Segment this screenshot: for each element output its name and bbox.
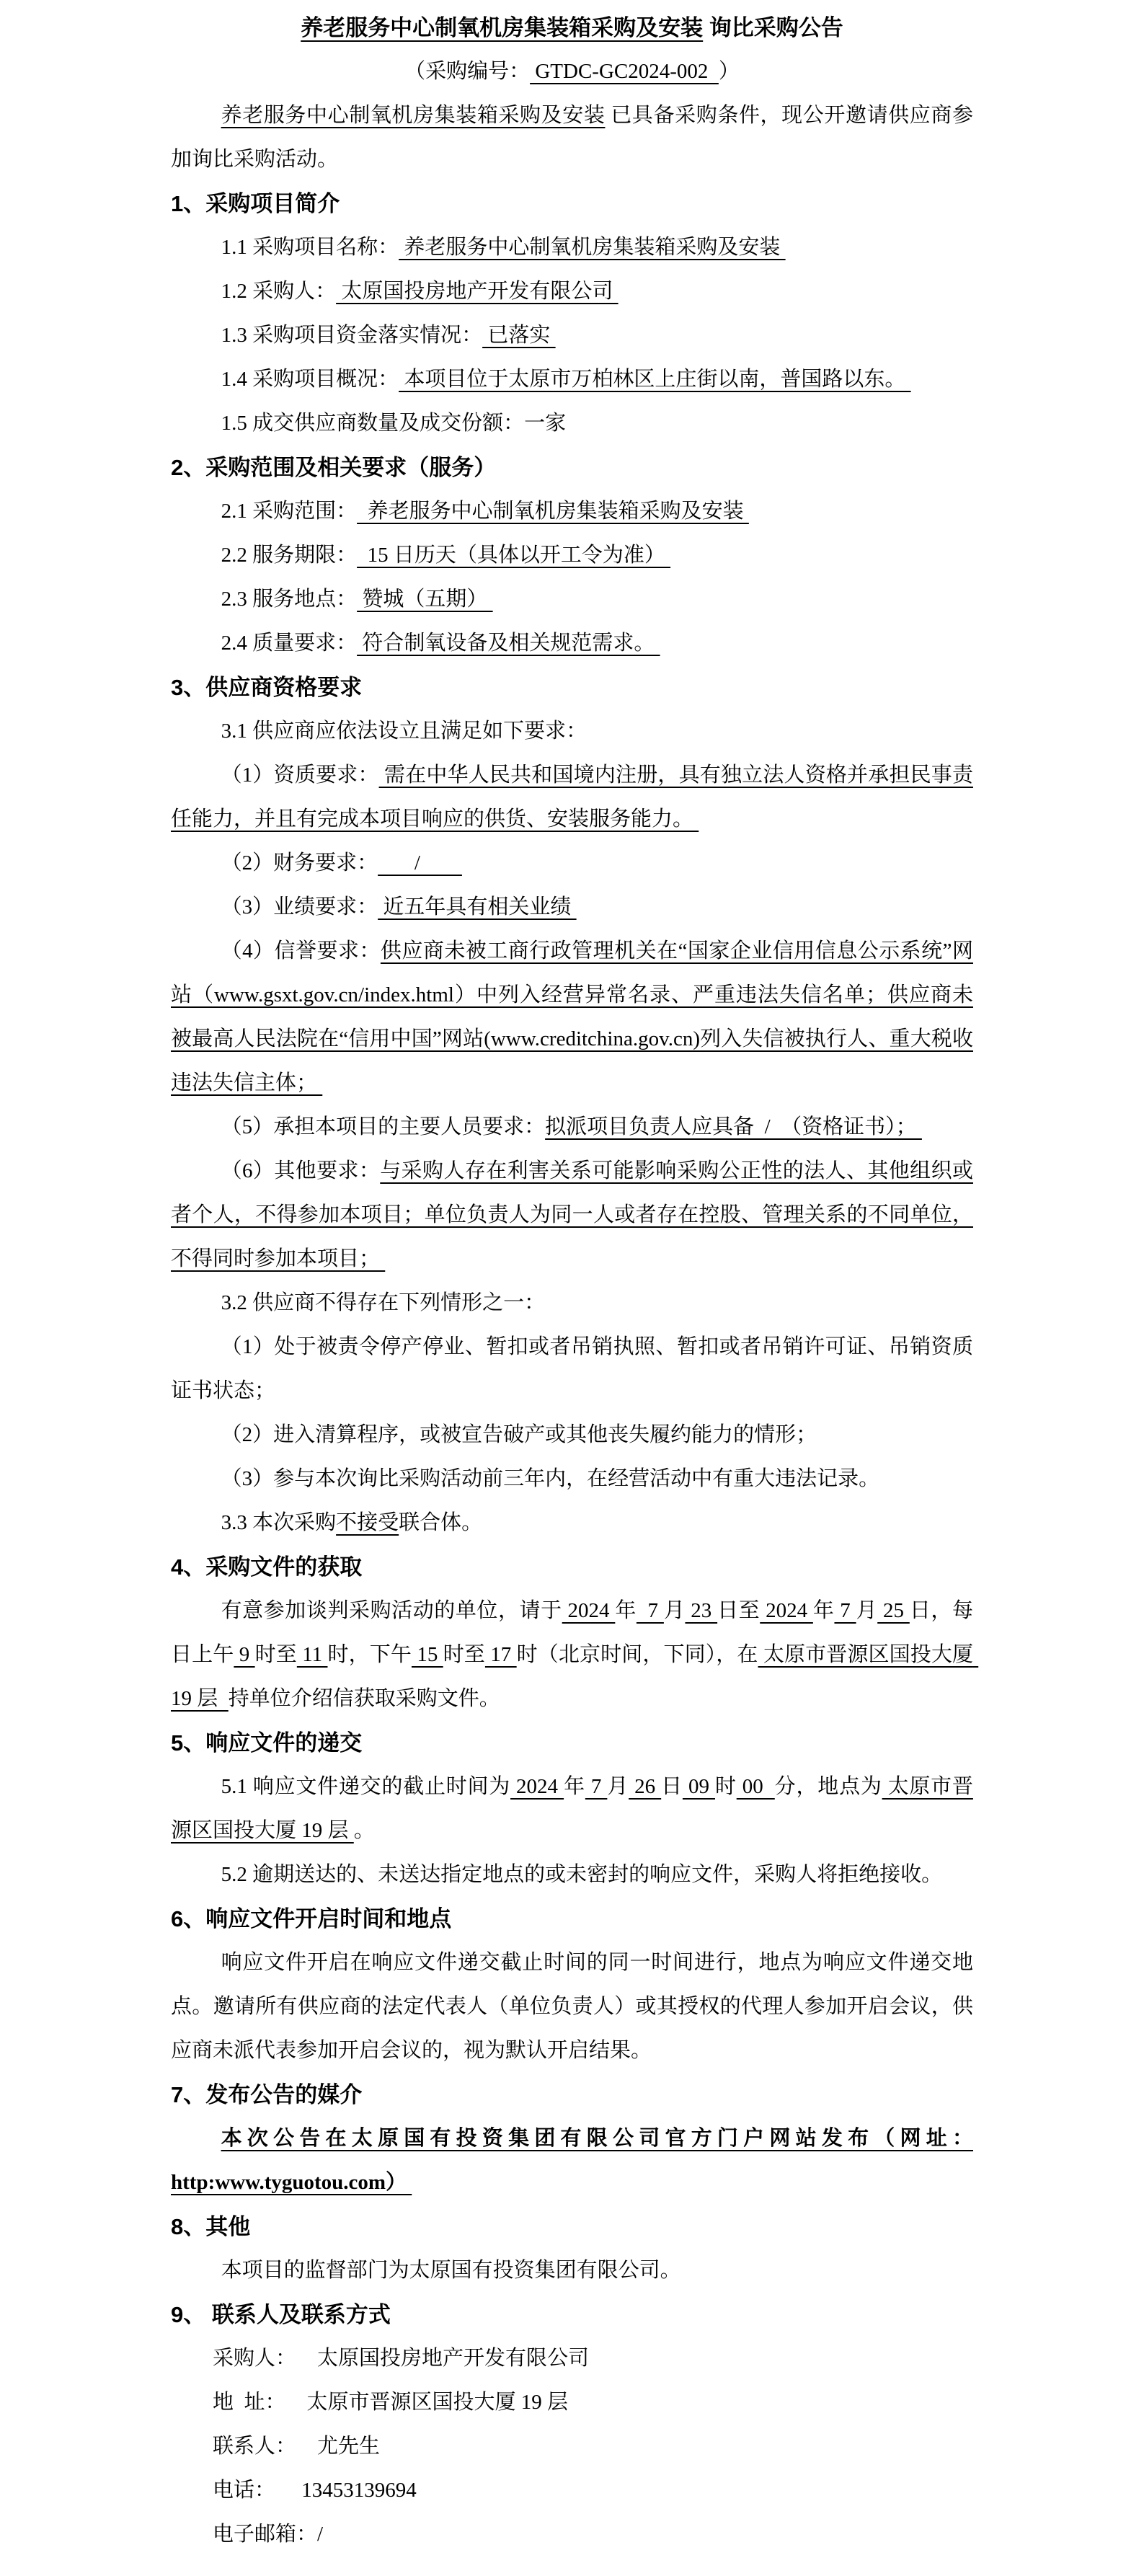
- text-run: 3.2 供应商不得存在下列情形之一：: [221, 1291, 546, 1314]
- text-run: （6）其他要求：: [221, 1159, 381, 1182]
- item-1-1: [171, 226, 973, 270]
- text-run: 年: [615, 1599, 637, 1622]
- text-run: 太原国投房地产开发有限公司: [336, 280, 618, 303]
- text-run: 11: [296, 1643, 328, 1666]
- text-run: 2.1 采购范围：: [221, 500, 358, 523]
- text-run: 1、采购项目简介: [171, 191, 340, 216]
- para-8-1: [171, 2249, 973, 2293]
- text-run: 本项目的监督部门为太原国有投资集团有限公司。: [221, 2259, 681, 2282]
- text-run: 时至: [443, 1643, 485, 1666]
- heading-3: [171, 665, 973, 709]
- text-run: 9: [234, 1643, 255, 1666]
- heading-6: [171, 1897, 973, 1941]
- text-run: 已落实: [482, 324, 556, 347]
- text-run: 7: [636, 1599, 664, 1622]
- para-7-1: [171, 2117, 973, 2205]
- heading-7: [171, 2073, 973, 2117]
- text-run: 2024: [760, 1599, 813, 1622]
- text-run: 太原市晋源区国投大厦 19 层: [171, 1775, 973, 1842]
- item-2-3: [171, 577, 973, 621]
- text-run: （1）资质要求：: [221, 763, 379, 787]
- item-1-3: [171, 314, 973, 358]
- item-1-5: [171, 402, 973, 446]
- para-4-1: [171, 1589, 979, 1721]
- heading-2: [171, 446, 973, 490]
- text-run: 7: [834, 1599, 856, 1622]
- heading-9: [171, 2293, 973, 2337]
- text-run: 9、 联系人及联系方式: [171, 2302, 391, 2327]
- text-run: 养老服务中心制氧机房集装箱采购及安装: [221, 104, 606, 127]
- text-run: 太原市晋源区国投大厦 19 层: [171, 1643, 979, 1710]
- contact-address: [171, 2381, 973, 2425]
- text-run: （2）进入清算程序，或被宣告破产或其他丧失履约能力的情形；: [221, 1423, 817, 1446]
- text-run: 2.4 质量要求：: [221, 632, 358, 655]
- contact-purchaser: [171, 2337, 973, 2381]
- text-run: 采购人： 太原国投房地产开发有限公司: [213, 2347, 590, 2370]
- text-run: /: [378, 851, 462, 875]
- text-run: 养老服务中心制氧机房集装箱采购及安装: [357, 500, 749, 523]
- item-3-1-6: [171, 1149, 973, 1281]
- text-run: 7: [585, 1775, 608, 1798]
- contact-person: [171, 2425, 973, 2469]
- text-run: 1.1 采购项目名称：: [221, 236, 399, 259]
- text-run: 4、采购文件的获取: [171, 1554, 363, 1580]
- text-run: 近五年具有相关业绩: [378, 895, 577, 919]
- item-2-2: [171, 534, 973, 577]
- doc-title: [171, 6, 973, 50]
- item-3-2: [171, 1281, 973, 1325]
- text-run: 赞城（五期）: [357, 588, 493, 611]
- text-run: ）: [718, 60, 740, 83]
- text-run: 持单位介绍信获取采购文件。: [228, 1687, 500, 1710]
- text-run: 电子邮箱：/: [213, 2523, 324, 2546]
- text-run: 23: [685, 1599, 718, 1622]
- text-run: 09: [682, 1775, 715, 1798]
- text-run: 养老服务中心制氧机房集装箱采购及安装: [399, 236, 786, 259]
- text-run: 3.3 本次采购: [221, 1511, 337, 1534]
- heading-5: [171, 1721, 973, 1765]
- contact-phone: [171, 2469, 973, 2513]
- item-3-1-3: [171, 885, 973, 929]
- item-3-3: [171, 1501, 973, 1545]
- contact-email: [171, 2513, 973, 2557]
- text-run: 月: [856, 1599, 878, 1622]
- item-3-1: [171, 709, 973, 753]
- text-run: 17: [484, 1643, 517, 1666]
- text-run: （1）处于被责令停产停业、暂扣或者吊销执照、暂扣或者吊销许可证、吊销资质证书状态；: [171, 1335, 973, 1402]
- text-run: 5.1 响应文件递交的截止时间为: [221, 1775, 511, 1798]
- item-3-1-5: [171, 1105, 973, 1149]
- text-run: 时（北京时间，下同），在: [516, 1643, 758, 1666]
- text-run: 联系人： 尤先生: [213, 2435, 381, 2458]
- item-5-1: [171, 1765, 973, 1853]
- text-run: 联合体。: [399, 1511, 483, 1534]
- text-run: 有意参加谈判采购活动的单位，请于: [221, 1599, 562, 1622]
- text-run: 时: [714, 1775, 737, 1798]
- document-page: [171, 6, 979, 2557]
- item-2-1: [171, 490, 973, 534]
- text-run: 3.1 供应商应依法设立且满足如下要求：: [221, 720, 587, 743]
- text-run: 年: [564, 1775, 585, 1798]
- text-run: 5、响应文件的递交: [171, 1730, 363, 1756]
- text-run: 需在中华人民共和国境内注册，具有独立法人资格并承担民事责任能力，并且有完成本项目响应的供货、安装服务能力。: [171, 763, 973, 831]
- heading-8: [171, 2205, 973, 2249]
- text-run: 养老服务中心制氧机房集装箱采购及安装: [301, 15, 704, 40]
- text-run: 2024: [510, 1775, 564, 1798]
- text-run: GTDC-GC2024-002: [530, 60, 719, 83]
- text-run: 8、其他: [171, 2214, 251, 2239]
- intro-paragraph: [171, 94, 973, 182]
- heading-1: [171, 182, 973, 226]
- item-3-2-3: [171, 1457, 973, 1501]
- para-6-1: [171, 1941, 973, 2073]
- text-run: （3）参与本次询比采购活动前三年内，在经营活动中有重大违法记录。: [221, 1467, 880, 1490]
- text-run: 本次公告在太原国有投资集团有限公司官方门户网站发布（网址：http:www.tyguotou.com）: [171, 2127, 973, 2194]
- text-run: 1.3 采购项目资金落实情况：: [221, 324, 483, 347]
- text-run: 25: [877, 1599, 910, 1622]
- item-3-2-2: [171, 1413, 973, 1457]
- text-run: 时至: [254, 1643, 297, 1666]
- text-run: 1.4 采购项目概况：: [221, 368, 399, 391]
- text-run: 7、发布公告的媒介: [171, 2082, 363, 2107]
- item-5-2: [171, 1853, 973, 1897]
- text-run: 2024: [562, 1599, 616, 1622]
- text-run: （2）财务要求：: [221, 851, 378, 875]
- item-3-1-4: [171, 929, 973, 1105]
- text-run: 时，下午: [327, 1643, 412, 1666]
- text-run: 与采购人存在利害关系可能影响采购公正性的法人、其他组织或者个人，不得参加本项目；单位负责人为同一人或者存在控股、管理关系的不同单位，不得同时参加本项目；: [171, 1159, 973, 1270]
- text-run: 15 日历天（具体以开工令为准）: [357, 544, 671, 567]
- text-run: 1.5 成交供应商数量及成交份额：一家: [221, 412, 567, 435]
- text-run: 5.2 逾期送达的、未送达指定地点的或未密封的响应文件，采购人将拒绝接收。: [221, 1863, 943, 1886]
- text-run: 日，每日上午: [171, 1599, 973, 1666]
- text-run: 3、供应商资格要求: [171, 675, 363, 700]
- text-run: 日: [661, 1775, 683, 1798]
- text-run: 供应商未被工商行政管理机关在“国家企业信用信息公示系统”网站（www.gsxt.gov.cn/index.html）中列入经营异常名录、严重违法失信名单；供应商未被最高人民法院在“信用中国”网站(www.creditchina.gov.cn)列入失信被执行人、重大税收违法失信主体；: [171, 939, 973, 1094]
- text-run: 月: [607, 1775, 629, 1798]
- text-run: 2、采购范围及相关要求（服务）: [171, 455, 497, 480]
- procurement-number: [171, 50, 973, 94]
- text-run: 响应文件开启在响应文件递交截止时间的同一时间进行，地点为响应文件递交地点。邀请所有供应商的法定代表人（单位负责人）或其授权的代理人参加开启会议，供应商未派代表参加开启会议的，视为默认开启结果。: [171, 1951, 973, 2062]
- text-run: 月: [663, 1599, 686, 1622]
- text-run: （采购编号：: [404, 60, 531, 83]
- text-run: （5）承担本项目的主要人员要求：: [221, 1115, 546, 1138]
- text-run: （3）业绩要求：: [221, 895, 378, 919]
- item-3-2-1: [171, 1325, 973, 1413]
- text-run: 00: [736, 1775, 775, 1798]
- text-run: 地 址： 太原市晋源区国投大厦 19 层: [213, 2391, 569, 2414]
- item-3-1-2: [171, 841, 973, 885]
- text-run: 2.2 服务期限：: [221, 544, 358, 567]
- text-run: 2.3 服务地点：: [221, 588, 358, 611]
- text-run: 符合制氧设备及相关规范需求。: [357, 632, 660, 655]
- text-run: 年: [812, 1599, 835, 1622]
- text-run: 6、响应文件开启时间和地点: [171, 1906, 452, 1931]
- text-run: 15: [411, 1643, 443, 1666]
- text-run: 日至: [717, 1599, 761, 1622]
- text-run: 拟派项目负责人应具备 / （资格证书）；: [545, 1115, 922, 1138]
- item-2-4: [171, 621, 973, 665]
- text-run: 26: [629, 1775, 662, 1798]
- text-run: 询比采购公告: [703, 15, 843, 40]
- text-run: 电话： 13453139694: [213, 2479, 417, 2502]
- text-run: 不接受: [336, 1511, 399, 1534]
- item-3-1-1: [171, 753, 973, 841]
- text-run: 1.2 采购人：: [221, 280, 337, 303]
- item-1-4: [171, 358, 973, 402]
- text-run: 本项目位于太原市万柏林区上庄街以南，普国路以东。: [399, 368, 911, 391]
- heading-4: [171, 1545, 973, 1589]
- item-1-2: [171, 270, 973, 314]
- text-run: 。: [353, 1819, 375, 1842]
- text-run: （4）信誉要求：: [221, 939, 381, 962]
- text-run: 已具备采购条件，现公开邀请供应商参加询比采购活动。: [171, 104, 973, 171]
- text-run: 分，地点为: [774, 1775, 882, 1798]
